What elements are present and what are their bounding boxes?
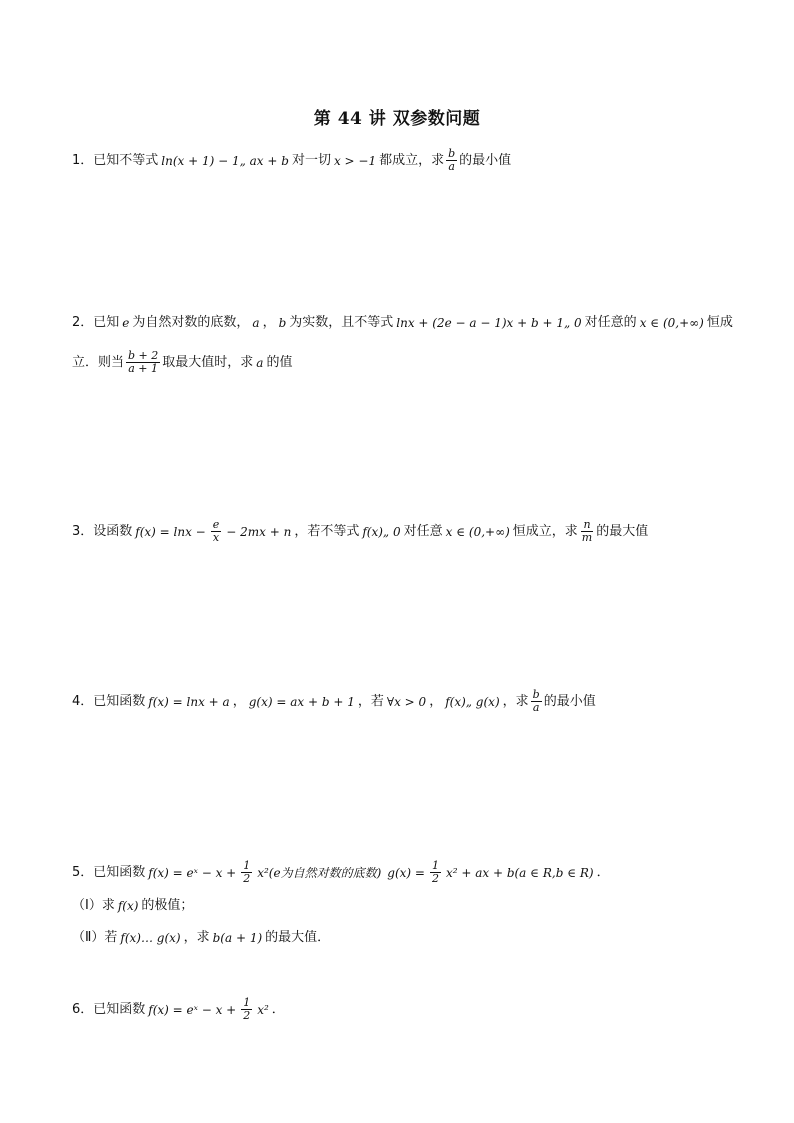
fraction: $\frac{e}{x}$ [212,518,220,544]
problem-1: 1．已知不等式 ln(x + 1) − 1„ ax + b 对一切 x > −1 都成立，求 $\frac{b}{a}$ 的最小值 [72,147,512,173]
problem-5-part-1: （Ⅰ）求 f(x) 的极值； [72,898,194,913]
page-title: 第 44 讲 双参数问题 [313,109,481,129]
problem-3: 3．设函数 f(x) = lnx − $\frac{e}{x}$ − 2mx + n ，若不等式 f(x)„ 0 对任意 x ∈ (0,+∞) 恒成立，求 $\frac{n}{m}$ 的最大值 [72,518,649,544]
problem-2-line-2: 立．则当 $\frac{b + 2}{a + 1}$ 取最大值时，求 a 的值 [72,349,293,375]
fraction: $\frac{b + 2}{a + 1}$ [128,349,159,375]
fraction: $\frac{b}{a}$ [448,147,456,173]
problem-2-line-1: 2．已知 e 为自然对数的底数， a ， b 为实数，且不等式 lnx + (2e − a − 1)x + b + 1„ 0 对任意的 x ∈ (0,+∞) 恒成 [72,315,733,330]
problem-6: 6．已知函数 f(x) = eˣ − x + $\frac{1}{2}$ x² ． [72,996,285,1022]
fraction: $\frac{n}{m}$ [581,518,593,544]
fraction: $\frac{b}{a}$ [532,688,540,714]
problem-5: 5．已知函数 f(x) = eˣ − x + $\frac{1}{2}$ x²(e为自然对数的底数) g(x) = $\frac{1}{2}$ x² + ax + b(a ∈ R,b ∈ R) ． [72,859,610,885]
problem-4: 4．已知函数 f(x) = lnx + a ， g(x) = ax + b + 1 ，若 ∀x > 0 ， f(x)„ g(x) ，求 $\frac{b}{a}$ 的最小值 [72,688,596,714]
fraction: $\frac{1}{2}$ [431,859,439,885]
problem-5-part-2: （Ⅱ）若 f(x)… g(x) ，求 b(a + 1) 的最大值． [72,930,331,945]
fraction: $\frac{1}{2}$ [243,859,251,885]
fraction: $\frac{1}{2}$ [243,996,251,1022]
